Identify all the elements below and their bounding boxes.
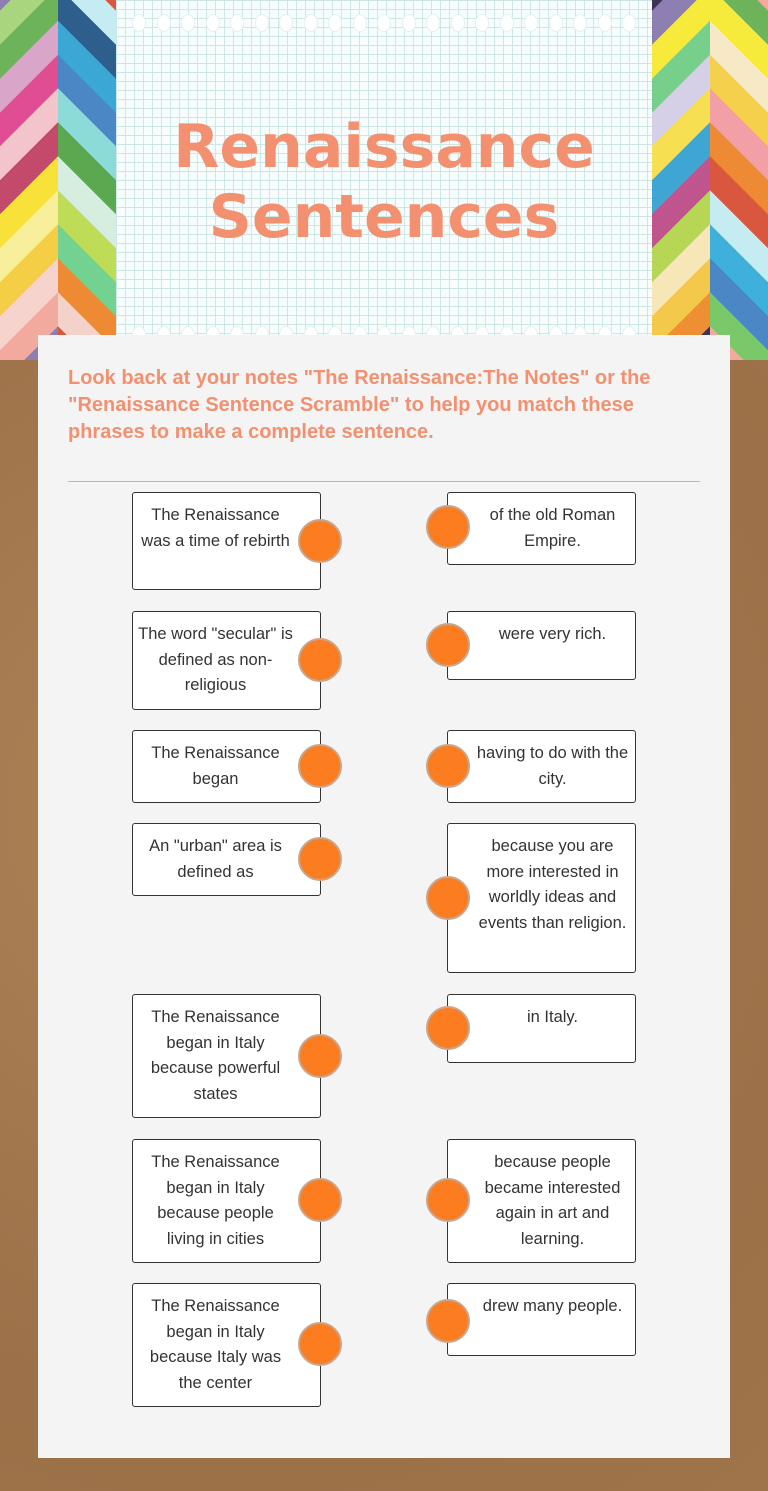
right-phrase-card[interactable]: in Italy.	[447, 994, 636, 1063]
right-connector-dot[interactable]	[426, 744, 470, 788]
right-phrase-card[interactable]: drew many people.	[447, 1283, 636, 1356]
page-title	[116, 112, 652, 252]
left-phrase-card[interactable]: The Renaissance began in Italy because people living in cities	[132, 1139, 321, 1263]
left-connector-dot[interactable]	[298, 837, 342, 881]
left-phrase-card[interactable]: The Renaissance began in Italy because Italy was the center	[132, 1283, 321, 1407]
divider	[68, 481, 700, 482]
right-phrase-card[interactable]: of the old Roman Empire.	[447, 492, 636, 565]
chevron-decoration-left	[0, 0, 116, 360]
right-connector-dot[interactable]	[426, 623, 470, 667]
right-connector-dot[interactable]	[426, 1299, 470, 1343]
left-connector-dot[interactable]	[298, 519, 342, 563]
right-phrase-card[interactable]: because you are more interested in worldly ideas and events than religion.	[447, 823, 636, 973]
left-phrase-card[interactable]: The Renaissance was a time of rebirth	[132, 492, 321, 590]
right-connector-dot[interactable]	[426, 1178, 470, 1222]
right-phrase-card[interactable]: having to do with the city.	[447, 730, 636, 803]
left-connector-dot[interactable]	[298, 1178, 342, 1222]
right-phrase-card[interactable]: because people became interested again in art and learning.	[447, 1139, 636, 1263]
header-paper	[116, 0, 652, 360]
right-connector-dot[interactable]	[426, 1006, 470, 1050]
notebook-holes-top	[132, 14, 636, 32]
left-phrase-card[interactable]: The Renaissance began in Italy because powerful states	[132, 994, 321, 1118]
title-line-1: Renaissance	[173, 112, 595, 182]
chevron-decoration-right	[652, 0, 768, 360]
title-line-2: Sentences	[208, 182, 560, 252]
left-connector-dot[interactable]	[298, 1034, 342, 1078]
left-connector-dot[interactable]	[298, 1322, 342, 1366]
right-connector-dot[interactable]	[426, 505, 470, 549]
left-phrase-card[interactable]: The Renaissance began	[132, 730, 321, 803]
right-phrase-card[interactable]: were very rich.	[447, 611, 636, 680]
left-connector-dot[interactable]	[298, 744, 342, 788]
left-phrase-card[interactable]: The word "secular" is defined as non-religious	[132, 611, 321, 710]
instructions: Look back at your notes "The Renaissance:The Notes" or the "Renaissance Sentence Scramble" to help you match these phrases to make a complete sentence.	[68, 367, 651, 443]
left-phrase-card[interactable]: An "urban" area is defined as	[132, 823, 321, 896]
left-connector-dot[interactable]	[298, 638, 342, 682]
right-connector-dot[interactable]	[426, 876, 470, 920]
